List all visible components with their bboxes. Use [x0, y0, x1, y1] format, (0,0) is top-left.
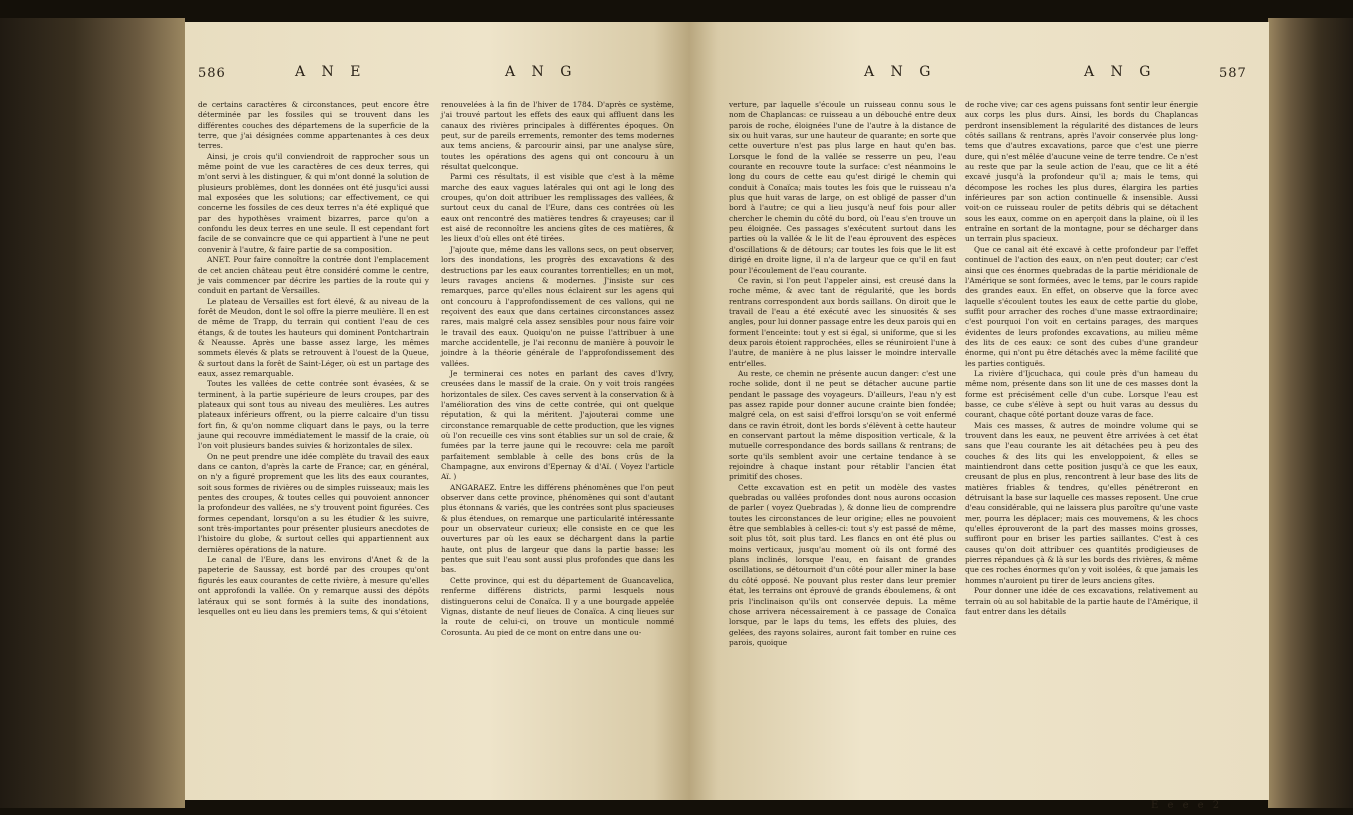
- column-left: [198, 100, 429, 780]
- paragraph: renouvelées à la fin de l'hiver de 1784. D'après ce système, j'ai trouvé partout les effets des eaux qui affluent dans les canaux des rivières principales à différentes époques. On peut, sur de pareils errements, remonter des tems modernes aux tems anciens, & parcourir ainsi, par une analyse sûre, toutes les opérations des agens qui ont concouru à un résultat quelconque.: [441, 100, 674, 172]
- running-head-right: A N G: [505, 64, 578, 80]
- running-head-left: A N E: [295, 64, 367, 80]
- paragraph: J'ajoute que, même dans les vallons secs, on peut observer, lors des inondations, les progrès des excavations & des destructions par les eaux courantes torrentielles; en un mot, leurs ravages anciens & modernes. J'insiste sur ces remarques, parce qu'elles nous éclairent sur les agens qui ont concouru à l'approfondissement de ces vallons, qui ne reçoivent des eaux que dans certaines circonstances assez rares, mais malgré cela assez sensibles pour nous faire voir le travail des eaux. Quoiqu'on ne puisse l'attribuer à une marche accidentelle, je l'ai reconnu de manière à pouvoir le joindre à la théorie générale de l'approfondissement des vallées.: [441, 244, 674, 368]
- paragraph: Pour donner une idée de ces excavations, relativement au terrain où au sol habitable de la partie haute de l'Amérique, il faut entrer dans les détails: [965, 586, 1198, 616]
- signature-mark: E e e e 2: [1151, 800, 1223, 811]
- left-page: [185, 22, 689, 800]
- column-right: [441, 100, 674, 780]
- paragraph: Ainsi, je crois qu'il conviendroit de rapprocher sous un même point de vue les caractères de ces deux terres, qui m'ont servi à les distinguer, & qui m'ont donné la solution de plusieurs problèmes, dont les données ont été jusqu'ici aussi mal exposées que les solutions; car effectivement, ce qui concerne les fossiles de ces deux terres n'a été expliqué que par des hypothèses vraiment bizarres, parce qu'on a confondu les deux terres en une seule. Il est cependant fort facile de se convaincre que ce qui appartient à l'une ne peut convenir à l'autre, & faire partie de sa composition.: [198, 151, 429, 254]
- paragraph: de certains caractères & circonstances, peut encore être déterminée par les fossiles qui se trouvent dans les différentes couches des départemens de la superficie de la terre, que j'ai désignées comme appartenantes à ces deux terres.: [198, 100, 429, 151]
- right-page: [689, 22, 1269, 811]
- paragraph: On ne peut prendre une idée complète du travail des eaux dans ce canton, d'après la carte de France; car, en général, on n'y a figuré proprement que les lits des eaux courantes, soit sous formes de rivières ou de simples ruisseaux; mais les pentes des croupes, & toutes celles qui pouvoient annoncer la profondeur des vallées, ne s'y trouvent point figurées. Ces formes cependant, lorsqu'on a su les étudier & les suivre, sont très-importantes pour présenter plusieurs anecdotes de l'histoire du globe, & surtout celles qui appartiennent aux dernières opérations de la nature.: [198, 451, 429, 554]
- page-number: 586: [198, 66, 226, 81]
- paragraph: Mais ces masses, & autres de moindre volume qui se trouvent dans les eaux, ne peuvent être arrivées à cet état sans que l'eau courante les ait détachées peu à peu des couches & des lits qui les enveloppoient, & elles se maintiendront dans cette position jusqu'à ce que les eaux, creusant de plus en plus, rencontrent à leur base des lits de matières friables & tendres, qu'elles pénétreront en détruisant la base sur laquelle ces masses reposent. Une crue d'eau considérable, qui ne laissera plus paroître qu'une vaste mer, pourra les déplacer; mais ces mouvemens, & les chocs qu'elles éprouveront de la part des masses moins grosses, suffiront pour en briser les parties saillantes. C'est à ces causes qu'on doit attribuer ces quantités prodigieuses de pierres répandues çà & là sur les bords des rivières, & même que ces roches énormes qu'on y voit isolées, & que jamais les hommes n'auroient pu tirer de leurs anciens gîtes.: [965, 420, 1198, 585]
- paragraph: ANET. Pour faire connoître la contrée dont l'emplacement de cet ancien château peut être considéré comme le centre, je vais commencer par décrire les parties de la route qui y conduit en partant de Versailles.: [198, 255, 429, 296]
- paragraph: ANGARAEZ. Entre les différens phénomènes que l'on peut observer dans cette province, phénomènes qui sont d'autant plus étonnans & variés, que les contrées sont plus spacieuses & plus étendues, on remarque une particularité intéressante pour un observateur curieux; elle consiste en ce que les ouvertures par où les eaux se déchargent dans la partie haute, ont plus de largeur que dans la partie basse: les pentes que suit l'eau sont aussi plus profondes que dans les bas.: [441, 482, 674, 575]
- paragraph: Cette excavation est en petit un modèle des vastes quebradas ou vallées profondes dont nous aurons occasion de parler ( voyez Quebradas ), & donne lieu de comprendre toutes les circonstances de leur origine; elles ne pouvoient être que semblables à celles-ci: tout s'y est passé de même, soit plus tôt, soit plus tard. Les flancs en ont été plus ou moins verticaux, jusqu'au moment où ils ont formé des plans inclinés, lorsque l'eau, en faisant de grandes oscillations, se détournoit d'un côté pour aller miner la base du côté opposé. Ne pouvant plus rester dans leur premier état, les terrains ont éprouvé de grands éboulemens, & ont pris l'inclinaison qu'ils ont conservée depuis. La même chose arrivera nécessairement à ce passage de Conaïca lorsque, par le laps du tems, les effets des pluies, des gelées, des rayons solaires, auront fait tomber en ruine ces parois, quoique: [729, 482, 956, 647]
- paragraph: Parmi ces résultats, il est visible que c'est à la même marche des eaux vagues latérales qui ont agi le long des croupes, qu'on doit attribuer les remplissages des vallées, & surtout ceux du canal de l'Eure, dans ces contrées où les eaux ont rencontré des matières tendres & crayeuses; car il est aisé de reconnoître les anciens gîtes de ces matières, & les lieux d'où elles ont été tirées.: [441, 172, 674, 244]
- paragraph: La rivière d'Ijcuchaca, qui coule près d'un hameau du même nom, présente dans son lit une de ces masses dont la forme est précisément celle d'un cube. Lorsque l'eau est basse, ce cube s'élève à sept ou huit varas au dessus du courant, chaque côté portant douze varas de face.: [965, 368, 1198, 420]
- running-head-left: A N G: [864, 64, 937, 80]
- paragraph: Toutes les vallées de cette contrée sont évasées, & se terminent, à la partie supérieure de leurs croupes, par des plateaux qui sont tous au niveau des meulières. Les autres plateaux inférieurs offrent, ou la pierre calcaire d'un tissu fort fin, & qu'on nomme cliquart dans le pays, ou la terre jaune qui recouvre immédiatement le massif de la craie, où l'on voit plusieurs bandes suivies & horizontales de silex.: [198, 379, 429, 451]
- column-right: [965, 100, 1198, 780]
- paragraph: Que ce canal ait été excavé à cette profondeur par l'effet continuel de l'action des eaux, on n'en peut douter; car c'est ainsi que ces énormes quebradas de la partie méridionale de l'Amérique se sont formées, avec le tems, par le cours rapide des grandes eaux. En effet, on observe que la force avec laquelle s'écoulent toutes les eaux de cette partie du globe, suffit pour arracher des roches d'une masse extraordinaire; c'est pourquoi l'on voit en certains parages, des marques évidentes de leurs profondes excavations, au milieu même des lits de ces eaux: ce sont des cubes d'une grandeur énorme, qui n'ont pu être détachés avec la même facilité que les parties contiguës.: [965, 244, 1198, 368]
- running-head-right: A N G: [1084, 64, 1157, 80]
- page-number: 587: [1219, 66, 1247, 81]
- paragraph: Cette province, qui est du département de Guancavelica, renferme différens districts, parmi lesquels nous distinguerons celui de Conaïca. Il y a une bourgade appelée Vignas, distante de neuf lieues de Conaïca. A cinq lieues sur la route de celui-ci, on trouve un monticule nommé Corosunta. Au pied de ce mont on entre dans une ou-: [441, 575, 674, 637]
- left-page-edges: [0, 18, 185, 808]
- paragraph: verture, par laquelle s'écoule un ruisseau connu sous le nom de Chaplancas: ce ruisseau a un débouché entre deux parois de roche, éloignées l'une de l'autre à la distance de six ou huit varas, sur une hauteur de quarante; en sorte que cette ouverture n'est pas plus large en haut qu'en bas. Lorsque le fond de la vallée se resserre un peu, l'eau courante en recouvre toute la surface: c'est néanmoins le long du cours de cette eau qu'est dirigé le chemin qui conduit à Conaïca; mais toutes les fois que le ruisseau n'a plus que huit varas de large, on est obligé de passer d'un bord à l'autre; ce qui a lieu jusqu'à neuf fois pour aller chercher le chemin du côté du bord, où l'eau s'en trouve un peu éloignée. Ces passages s'exécutent surtout dans les parties où la vallée & le lit de l'eau éprouvent des espèces d'oscillations & de détours; car toutes les fois que le lit est dirigé en droite ligne, il n'a de largeur que ce qu'il en faut pour l'écoulement de l'eau courante.: [729, 100, 956, 275]
- right-page-edges: [1268, 18, 1353, 808]
- paragraph: Je terminerai ces notes en parlant des caves d'Ivry, creusées dans le massif de la craie. On y voit trois rangées horizontales de silex. Ces caves servent à la conservation & à l'amélioration des vins de cette contrée, qui ont quelque réputation, & qui la méritent. J'ajouterai comme une circonstance remarquable de cette production, que les vignes où l'on recueille ces vins sont établies sur un sol de craie, & fumées par la terre jaune qui le recouvre: cela me paroît parfaitement semblable à celle des bons crûs de la Champagne, aux environs d'Epernay & d'Aï. ( Voyez l'article Aï. ): [441, 368, 674, 482]
- paragraph: Le canal de l'Eure, dans les environs d'Anet & de la papeterie de Saussay, est bordé par des croupes qu'ont figurés les eaux courantes de cette rivière, à mesure qu'elles ont approfondi la vallée. On y remarque aussi des dépôts latéraux qui se sont formés à la suite des inondations, lesquelles ont eu lieu dans les premiers tems, & qui s'étoient: [198, 555, 429, 616]
- column-left: [729, 100, 956, 780]
- paragraph: Le plateau de Versailles est fort élevé, & au niveau de la forêt de Meudon, dont le sol offre la pierre meulière. Il en est de même de Trapp, du terrain qui contient l'eau de ces étangs, & de toutes les hauteurs qui dominent Pontchartrain & Neausse. Après une basse assez large, les mêmes sommets élevés & plats se retrouvent à l'ouest de la Queue, & surtout dans la forêt de Saint-Léger, où est un partage des eaux, assez remarquable.: [198, 296, 429, 378]
- paragraph: Ce ravin, si l'on peut l'appeler ainsi, est creusé dans la roche même, & avec tant de régularité, que les bords rentrans correspondent aux bords saillans. On diroit que le travail de l'eau a été exécuté avec les sinuosités & ses angles, pour lui donner passage entre les deux parois qui en forment l'enceinte: tout y est si égal, si uniforme, que si les deux parois étoient rapprochées, elles se réuniroient l'une à l'autre, de manière à ne plus laisser le moindre intervalle entr'elles.: [729, 275, 956, 368]
- paragraph: Au reste, ce chemin ne présente aucun danger: c'est une roche solide, dont il ne peut se détacher aucune partie pendant le passage des voyageurs. D'ailleurs, l'eau n'y est pas assez rapide pour donner aucune crainte bien fondée; malgré cela, on est saisi d'effroi lorsqu'on se voit enfermé dans ce ravin étroit, dont les bords s'élèvent à cette hauteur en conservant partout la même disposition verticale, & la mutuelle correspondance des bords saillans & rentrans; de sorte qu'ils semblent avoir une certaine tendance à se rejoindre à chaque instant pour rétablir l'ancien état primitif des choses.: [729, 368, 956, 482]
- paragraph: de roche vive; car ces agens puissans font sentir leur énergie aux corps les plus durs. Ainsi, les bords du Chaplancas perdront insensiblement la régularité des distances de leurs côtés saillans & rentrans, après l'avoir conservée plus long-tems que d'autres excavations, parce que c'est une pierre dure, qui n'est mêlée d'aucune veine de terre tendre. Ce n'est au reste que par la seule action de l'eau, que ce lit a été excavé jusqu'à la profondeur qu'il a; mais le tems, qui décompose les roches les plus dures, élargira les parties inférieures par son action continuelle & insensible. Aussi voit-on ce ruisseau rouler de petits débris qui se détachent sous les eaux, comme on en aperçoit dans la plaine, où il les entraîne en sortant de la montagne, pour se décharger dans un terrain plus spacieux.: [965, 100, 1198, 244]
